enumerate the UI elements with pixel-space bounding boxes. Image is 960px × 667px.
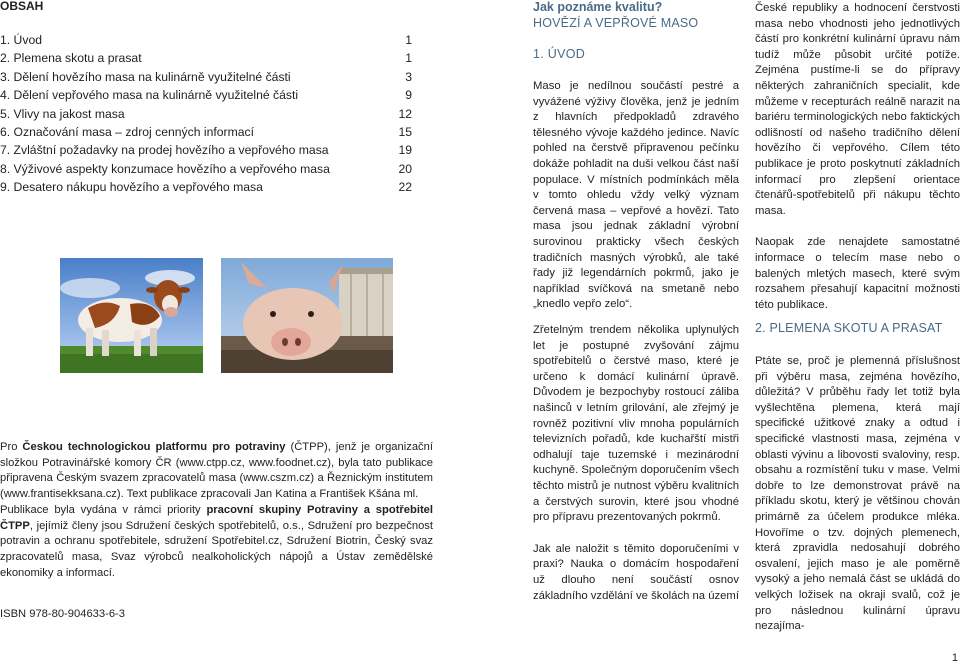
toc-item-page: 9 <box>405 88 412 103</box>
table-of-contents <box>0 31 412 197</box>
paragraph: České republiky a hodnocení čerstvosti masa nebo vhodnosti jeho jednotlivých částí pro konkrétní kulinární úpravu nám tudíž může působit určité potíže. Zejména pustíme-li se do přípravy některých zahraničních specialit, kde můžeme v recepturách reálně narazit na bariéru terminologických nebo faktických odlišností od našeho tradičního dělení hovězího či vepřového. Cílem této publikace je proto poskytnutí základních informací pro zlepšení orientace čtenářů-spotřebitelů při nákupu těchto masa. <box>755 2 960 217</box>
paragraph: Jak ale naložit s těmito doporučeními v praxi? Nauka o domácím hospodaření už dlouho není součástí osnov základního vzdělání ve školách na území <box>533 542 739 602</box>
text-run: Publikace byla vydána v rámci priority <box>0 503 207 516</box>
toc-item[interactable] <box>0 49 412 67</box>
column-2-top <box>755 1 960 313</box>
paragraph: Maso je nedílnou součástí pestré a vyvážené výživy člověka, jenž je jedním z hlavních předpokladů zdravého tělesného vývoje každého jedince. Navíc pohled na čerstvě připravenou pečínku dokáže pohladit na duši velkou část naší populace. V místních podmínkách měla v tomto ohledu vždy velký význam červená masa – vepřové a hovězí. Tato masa jsou jednak základní výrobní surovinou prakticky všech českých tradičních masných výrobků, ale také řady již legendárních pokrmů, jako je například svíčková na smetaně nebo „knedlo vepřo zelo“. <box>533 80 739 311</box>
toc-item-label: 9. Desatero nákupu hovězího a vepřového masa <box>0 180 263 195</box>
imprint-paragraph <box>0 440 433 503</box>
paragraph: Naopak zde nenajdete samostatné informace o telecím mase nebo o balených mletých masech, které svým rozsahem přesahují kapacitní možnosti této publikace. <box>755 236 960 311</box>
toc-item-page: 15 <box>398 124 412 139</box>
pig-photo-icon <box>221 258 393 373</box>
cow-photo-icon <box>60 258 203 373</box>
toc-item-page: 1 <box>405 51 412 66</box>
toc-item-label: 6. Označování masa – zdroj cenných informací <box>0 124 255 139</box>
text-run: (ČTPP), jenž je organizační složkou Potravinářské komory ČR (www.ctpp.cz, www.foodnet.cz), byla tato publikace připravena Českým svazem zpracovatelů masa (www.cszm.cz) a Řeznickým institutem (www.frantisekksana.cz). Text publikace zpracovali Jan Katina a František Kšána ml. <box>0 441 433 501</box>
bold-run: Českou technologickou platformu pro potraviny <box>22 441 286 453</box>
section-heading-breeds: 2. PLEMENA SKOTU A PRASAT <box>755 321 943 335</box>
paragraph: Ptáte se, proč je plemenná příslušnost při výběru masa, zejména hovězího, důležitá? V průběhu řady let totiž byla vyšlechtěna plemena, která mají specifické užitkové znaky a odtud i specifické vlastnosti masa, zejména v oblasti vývinu a libovosti svaloviny, resp. obsahu a rozmístění tuku v mase. Velmi dobře to lze demonstrovat právě na příkladu skotu, který je většinou chován primárně za účelem produkce mléka. Hovoříme o tzv. dojných plemenech, která zpravidla nedosahují dobrého osvalení, jejich maso je ale poměrně vysoký a jeho nemalá část se ukládá do velkých ložisek na okraji svalů, což je pro následnou kulinární úpravu nezajíma- <box>755 355 960 633</box>
toc-item[interactable] <box>0 31 412 49</box>
imprint <box>0 440 433 581</box>
toc-item[interactable] <box>0 105 412 123</box>
pig-photo <box>221 258 393 373</box>
kicker: Jak poznáme kvalitu? <box>533 0 663 14</box>
toc-item-page: 20 <box>398 161 412 176</box>
toc-item[interactable] <box>0 86 412 104</box>
toc-item-page: 19 <box>398 143 412 158</box>
toc-item[interactable] <box>0 160 412 178</box>
toc-item-page: 3 <box>405 69 412 84</box>
cow-photo <box>60 258 203 373</box>
isbn: ISBN 978-80-904633-6-3 <box>0 608 126 620</box>
page-number: 1 <box>951 652 958 664</box>
column-1-bottom <box>533 323 739 604</box>
toc-item-label: 5. Vlivy na jakost masa <box>0 106 125 121</box>
toc-item[interactable] <box>0 141 412 159</box>
paragraph: Zřetelným trendem několika uplynulých let je postupné zvyšování zájmu spotřebitelů o čerstvé maso, které je určeno k domácí kulinární úpravě. Důvodem je bezpochyby rostoucí záliba našinců v letním grilování, ale zřejmý je rovněž pozitivní vliv mnoha populárních televizních pořadů, kde kuchařští mistři odhalují taje tuzemské i mezinárodní kuchyně. Společným doporučením všech těchto mistrů je nutnost výběru kvalitních a čerstvých surovin, které jsou vhodné pro přípravu prezentovaných pokrmů. <box>533 324 739 524</box>
column-1-top <box>533 79 739 313</box>
toc-item[interactable] <box>0 178 412 196</box>
toc-item-page: 1 <box>405 33 412 47</box>
toc-item-label: 3. Dělení hovězího masa na kulinárně využitelné části <box>0 69 291 84</box>
toc-item-label: 7. Zvláštní požadavky na prodej hovězího a vepřového masa <box>0 143 329 158</box>
toc-item-label: 4. Dělení vepřového masa na kulinárně využitelné části <box>0 88 299 103</box>
section-heading-intro: 1. ÚVOD <box>533 47 586 61</box>
toc-item[interactable] <box>0 123 412 141</box>
toc-item-page: 12 <box>398 106 412 121</box>
bold-run: pracovní skupiny Potraviny a spotřebitel ČTPP <box>0 503 433 532</box>
toc-item[interactable] <box>0 68 412 86</box>
toc-item-label: 2. Plemena skotu a prasat <box>0 51 142 66</box>
imprint-paragraph <box>0 503 433 582</box>
toc-item-page: 22 <box>398 180 412 195</box>
text-run: , jejímiž členy jsou Sdružení českých spotřebitelů, o.s., Sdružení pro bezpečnost potravin a ochranu spotřebitele, sdružení Spotřebitel.cz, Sdružení Biotrin, Český svaz zpracovatelů masa, Svaz výrobců nealkoholických nápojů a Ústav zemědělské ekonomiky a informací. <box>0 519 433 579</box>
page-title: HOVĚZÍ A VEPŘOVÉ MASO <box>533 16 699 30</box>
toc-item-label: 8. Výživové aspekty konzumace hovězího a vepřového masa <box>0 161 330 176</box>
column-2-bottom <box>755 354 960 635</box>
text-run: Pro <box>0 441 23 453</box>
toc-item-label: 1. Úvod <box>0 33 43 47</box>
toc-title: OBSAH <box>0 0 44 13</box>
